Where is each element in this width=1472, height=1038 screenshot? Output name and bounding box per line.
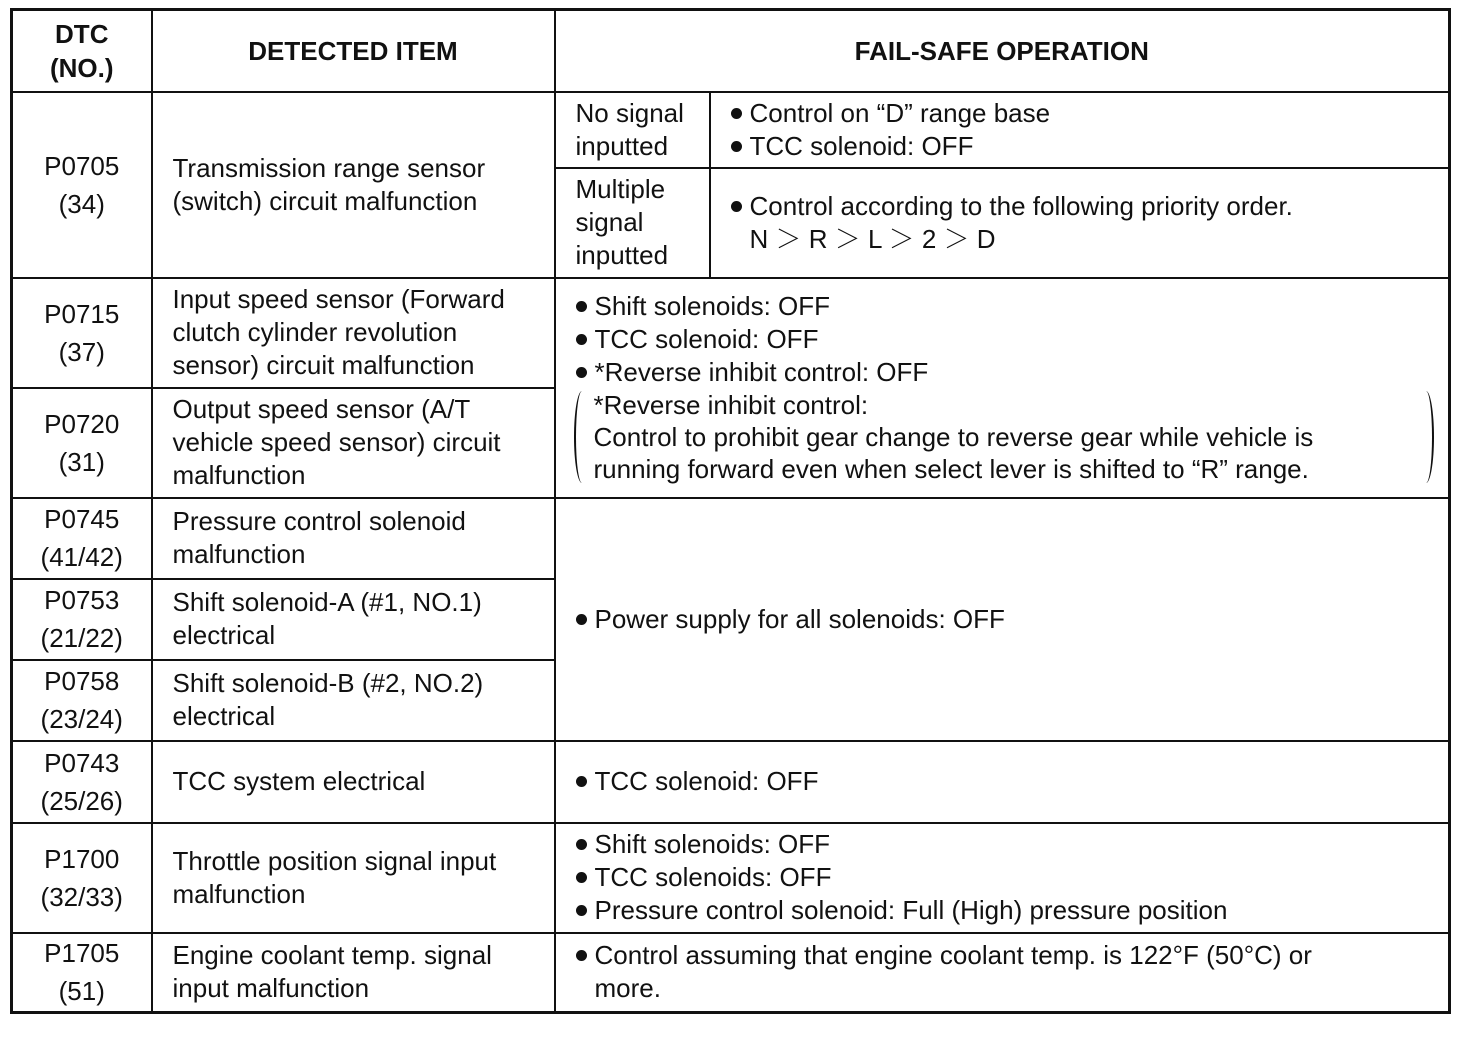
- dtc-code: P0753 (21/22): [12, 579, 152, 660]
- dtc-code: P0705 (34): [12, 92, 152, 278]
- bullet-icon: [576, 301, 587, 312]
- table-row-p0745: [12, 498, 1450, 579]
- table-row-p0705: [12, 92, 1450, 168]
- bullet-icon: [731, 201, 742, 212]
- bullet-item: TCC solenoid: OFF: [576, 323, 1441, 356]
- bullet-icon: [731, 141, 742, 152]
- bullet-item: Control assuming that engine coolant temp. is 122°F (50°C) or: [576, 939, 1441, 972]
- bullet-item: *Reverse inhibit control: OFF: [576, 356, 1441, 389]
- bullet-continuation: more.: [594, 973, 661, 1004]
- detected-item: Shift solenoid-B (#2, NO.2) electrical: [152, 660, 555, 741]
- header-fail-safe-operation: FAIL-SAFE OPERATION: [555, 10, 1450, 92]
- fail-safe-operation: [555, 933, 1450, 1013]
- table-row-p0743: [12, 741, 1450, 823]
- priority-order: N ＞ R ＞ L ＞ 2 ＞ D: [749, 223, 996, 254]
- left-paren-icon: [574, 391, 590, 483]
- bullet-icon: [576, 872, 587, 883]
- reverse-inhibit-note: *Reverse inhibit control: Control to prohibit gear change to reverse gear while vehicle is running forward even when select lever is shifted to “R” range.: [574, 389, 1441, 485]
- detected-item: Input speed sensor (Forward clutch cylinder revolution sensor) circuit malfunction: [152, 278, 555, 388]
- dtc-code: P0715 (37): [12, 278, 152, 388]
- fail-safe-operation: [555, 823, 1450, 933]
- bullet-item: Pressure control solenoid: Full (High) pressure position: [576, 894, 1441, 927]
- bullet-item: TCC solenoid: OFF: [576, 765, 1441, 798]
- detected-item: Transmission range sensor (switch) circuit malfunction: [152, 92, 555, 278]
- dtc-code: P0758 (23/24): [12, 660, 152, 741]
- fail-safe-operation: [555, 498, 1450, 741]
- table-row-p1700: [12, 823, 1450, 933]
- detected-item: Throttle position signal input malfunction: [152, 823, 555, 933]
- bullet-item: Power supply for all solenoids: OFF: [576, 603, 1441, 636]
- dtc-code: P0720 (31): [12, 388, 152, 498]
- fail-safe-table: [10, 8, 1451, 1014]
- table-row-p1705: [12, 933, 1450, 1013]
- right-paren-icon: [1418, 391, 1434, 483]
- fail-safe-operation: [710, 168, 1450, 278]
- bullet-item: TCC solenoid: OFF: [731, 130, 1441, 163]
- detected-item: Pressure control solenoid malfunction: [152, 498, 555, 579]
- header-row: [12, 10, 1450, 92]
- detected-item: Engine coolant temp. signal input malfunction: [152, 933, 555, 1013]
- bullet-icon: [576, 367, 587, 378]
- bullet-icon: [576, 334, 587, 345]
- bullet-icon: [576, 950, 587, 961]
- bullet-icon: [576, 776, 587, 787]
- bullet-icon: [731, 108, 742, 119]
- header-dtc: DTC (NO.): [12, 10, 152, 92]
- bullet-item: Shift solenoids: OFF: [576, 290, 1441, 323]
- condition-multiple-signal: Multiple signal inputted: [555, 168, 710, 278]
- dtc-code: P1705 (51): [12, 933, 152, 1013]
- fail-safe-operation: [710, 92, 1450, 168]
- detected-item: Shift solenoid-A (#1, NO.1) electrical: [152, 579, 555, 660]
- dtc-code: P0743 (25/26): [12, 741, 152, 823]
- detected-item: Output speed sensor (A/T vehicle speed sensor) circuit malfunction: [152, 388, 555, 498]
- bullet-item: Control according to the following priority order.: [731, 190, 1441, 223]
- fail-safe-operation: [555, 278, 1450, 498]
- dtc-code: P1700 (32/33): [12, 823, 152, 933]
- bullet-icon: [576, 839, 587, 850]
- detected-item: TCC system electrical: [152, 741, 555, 823]
- bullet-icon: [576, 905, 587, 916]
- dtc-code: P0745 (41/42): [12, 498, 152, 579]
- header-detected-item: DETECTED ITEM: [152, 10, 555, 92]
- fail-safe-operation: [555, 741, 1450, 823]
- bullet-item: TCC solenoids: OFF: [576, 861, 1441, 894]
- bullet-item: Control on “D” range base: [731, 97, 1441, 130]
- condition-no-signal: No signal inputted: [555, 92, 710, 168]
- bullet-icon: [576, 614, 587, 625]
- bullet-item: Shift solenoids: OFF: [576, 828, 1441, 861]
- table-row-p0715: [12, 278, 1450, 388]
